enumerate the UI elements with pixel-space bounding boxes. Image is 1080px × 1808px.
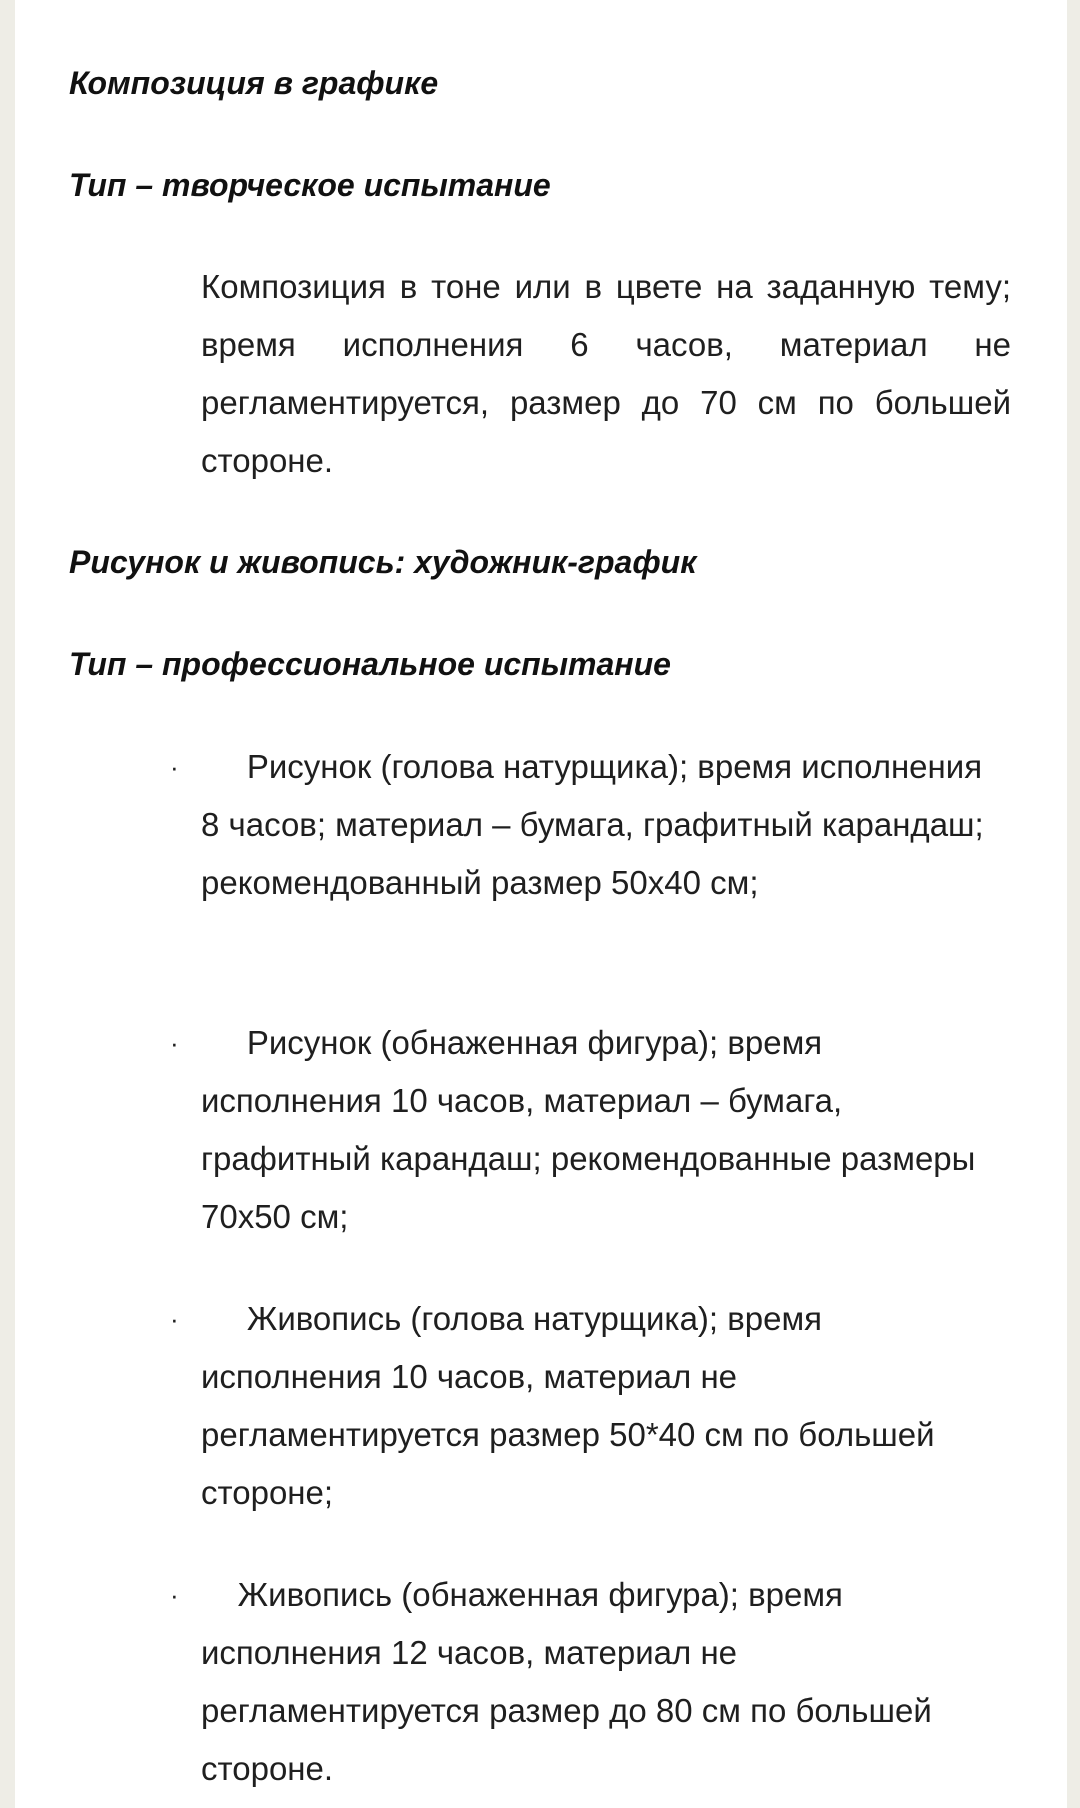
list-item-text: Рисунок (обнаженная фигура); время исполнения 10 часов, материал – бумага, графитный карандаш; рекомендованные размеры 70х50 см; — [201, 1024, 976, 1235]
bullet-icon: · — [170, 1580, 179, 1610]
list-item — [170, 1566, 1010, 1798]
list-item-text: Рисунок (голова натурщика); время исполнения 8 часов; материал – бумага, графитный карандаш; рекомендованный размер 50х40 см; — [201, 748, 984, 901]
section-type-drawing-painting: Тип – профессиональное испытание — [69, 646, 671, 682]
bullet-icon: · — [170, 752, 179, 782]
list-item-text: Живопись (голова натурщика); время исполнения 10 часов, материал не регламентируется размер 50*40 см по большей стороне; — [201, 1300, 935, 1511]
section-title-drawing-painting: Рисунок и живопись: художник-график — [69, 544, 697, 580]
list-item — [170, 1014, 1010, 1246]
section-title-composition: Композиция в графике — [69, 65, 439, 101]
clipped-previous-line — [184, 0, 984, 8]
bullet-icon: · — [170, 1304, 179, 1334]
composition-description: Композиция в тоне или в цвете на заданную тему; время исполнения 6 часов, материал не регламентируется, размер до 70 см по большей стороне. — [201, 268, 1011, 479]
list-item — [170, 1290, 1010, 1522]
list-item — [170, 738, 1010, 912]
bullet-icon: · — [170, 1028, 179, 1058]
list-item-text: Живопись (обнаженная фигура); время исполнения 12 часов, материал не регламентируется размер до 80 см по большей стороне. — [201, 1576, 932, 1787]
section-type-composition: Тип – творческое испытание — [69, 167, 551, 203]
